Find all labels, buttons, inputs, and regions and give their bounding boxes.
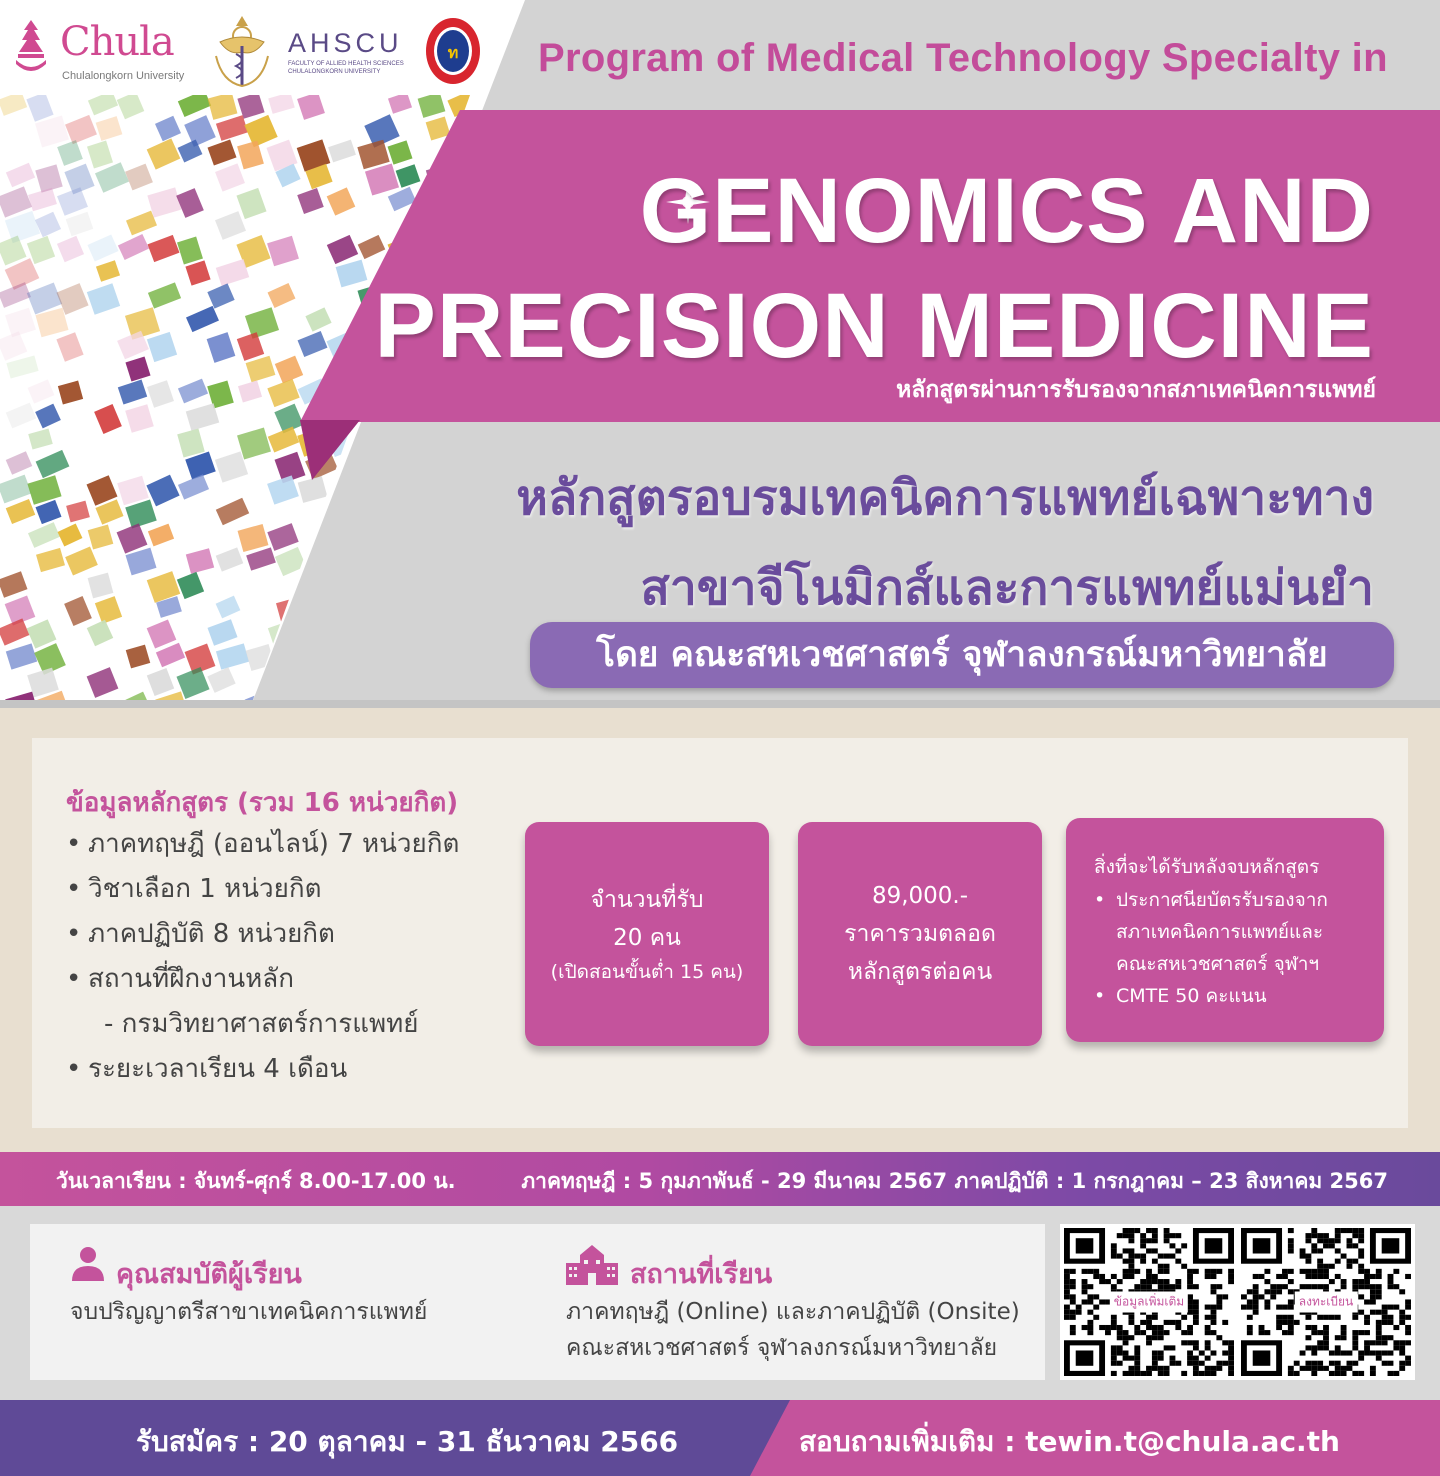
svg-text:ท: ท [447, 45, 459, 62]
accreditation-subtitle: หลักสูตรผ่านการรับรองจากสภาเทคนิคการแพทย์ [896, 377, 1376, 403]
pattern-tile [66, 212, 94, 237]
pattern-tile [56, 332, 83, 362]
list-item: • ภาคทฤษฎี (ออนไลน์) 7 หน่วยกิต [66, 829, 460, 859]
registration-period: รับสมัคร : 20 ตุลาคม - 31 ธันวาคม 2566 [136, 1425, 679, 1458]
pattern-tile [148, 235, 180, 262]
pattern-tile [88, 525, 114, 550]
pattern-tile [0, 571, 28, 597]
pattern-tile [365, 163, 399, 195]
pattern-tile [456, 499, 488, 524]
pattern-tile [35, 404, 61, 429]
pattern-tile [148, 282, 181, 308]
pattern-tile [207, 332, 236, 363]
course-info-heading: ข้อมูลหลักสูตร (รวม 16 หน่วยกิต) [66, 788, 459, 818]
pattern-tile [216, 498, 249, 525]
pattern-tile [238, 380, 262, 402]
pattern-tile [216, 115, 248, 141]
pattern-tile [178, 474, 209, 499]
pattern-tile [237, 332, 264, 361]
pattern-tile [396, 452, 421, 475]
chula-wordmark: Chula [60, 19, 174, 65]
pattern-tile [87, 141, 113, 169]
pattern-tile [276, 595, 309, 621]
pattern-tile [6, 403, 37, 429]
contact-email[interactable]: สอบถามเพิ่มเติม : tewin.t@chula.ac.th [798, 1425, 1340, 1458]
pattern-tile [336, 260, 368, 288]
pattern-tile [328, 140, 356, 163]
pattern-tile [267, 475, 299, 504]
capacity-value: 20 คน [613, 925, 681, 951]
pattern-tile [395, 597, 420, 624]
school-building-icon [564, 1243, 620, 1285]
pattern-tile [447, 474, 480, 503]
pattern-tile [268, 427, 299, 453]
pattern-tile [0, 618, 29, 645]
hero-bottom-strip [0, 700, 1440, 708]
list-item: • ระยะเวลาเรียน 4 เดือน [66, 1054, 348, 1084]
pattern-tile [66, 501, 90, 523]
pattern-tile [146, 475, 179, 507]
pattern-tile [95, 162, 129, 192]
list-item: • ประกาศนียบัตรรับรองจาก [1094, 889, 1328, 911]
benefits-box [1066, 818, 1384, 1042]
pattern-tile [125, 500, 156, 529]
pattern-tile [455, 452, 481, 478]
pattern-tile [237, 141, 264, 170]
pattern-tile [365, 547, 394, 574]
pattern-tile [216, 643, 249, 669]
pattern-tile [418, 428, 445, 453]
pattern-tile [455, 546, 487, 574]
pattern-tile [87, 667, 119, 698]
pattern-tile [65, 115, 97, 144]
register-qr-code[interactable] [1237, 1224, 1415, 1380]
venue-heading: สถานที่เรียน [630, 1259, 773, 1290]
pattern-tile [207, 283, 234, 308]
pattern-tile [426, 596, 454, 619]
pattern-tile [336, 644, 362, 667]
qr-info-label: ข้อมูลเพิ่มเติม [1110, 1292, 1188, 1313]
price-box [798, 822, 1042, 1046]
pattern-tile [216, 259, 249, 286]
pattern-tile [36, 548, 65, 572]
pattern-tile [216, 596, 241, 619]
pattern-tile [118, 234, 149, 260]
pattern-tile [335, 548, 369, 578]
pattern-tile [246, 356, 276, 383]
organizer-pill: โดย คณะสหเวชศาสตร์ จุฬาลงกรณ์มหาวิทยาลัย [530, 622, 1394, 688]
pattern-tile [147, 138, 181, 169]
course-info-list [66, 822, 459, 1092]
pattern-tile [267, 668, 296, 698]
pattern-tile [27, 475, 61, 505]
list-item: • ภาคปฏิบัติ 8 หน่วยกิต [66, 919, 335, 949]
qr-register-label: ลงทะเบียน [1295, 1292, 1358, 1313]
ahscu-subtitle: FACULTY OF ALLIED HEALTH SCIENCES CHULALONGKORN UNIVERSITY [288, 61, 404, 75]
pattern-tile [268, 92, 295, 114]
qualification-text: จบปริญญาตรีสาขาเทคนิคการแพทย์ [70, 1299, 428, 1325]
pattern-tile [238, 524, 269, 552]
pattern-tile [87, 620, 114, 647]
pattern-tile [357, 428, 385, 458]
capacity-box [525, 822, 769, 1046]
pattern-tile [28, 522, 60, 548]
info-qr-code[interactable] [1060, 1224, 1238, 1380]
logo-row [0, 0, 520, 95]
benefits-list [1094, 884, 1328, 1012]
pattern-tile [216, 547, 244, 571]
pattern-tile [237, 428, 271, 460]
pattern-tile [155, 116, 181, 142]
pattern-tile [327, 187, 356, 215]
pattern-tile [336, 595, 368, 621]
pattern-tile [6, 451, 33, 474]
person-icon [70, 1245, 106, 1281]
price-value: 89,000.- [871, 883, 969, 909]
pattern-tile [448, 667, 478, 692]
pattern-tile [125, 356, 150, 381]
chula-subtitle: Chulalongkorn University [62, 70, 185, 82]
pattern-tile [267, 379, 299, 407]
pattern-tile [358, 235, 386, 259]
pattern-tile [455, 644, 484, 674]
pattern-tile [118, 380, 147, 405]
pattern-tile [267, 523, 298, 551]
pattern-tile [126, 211, 157, 236]
pattern-tile [6, 163, 35, 188]
pattern-tile [396, 547, 425, 572]
pattern-tile [126, 548, 157, 576]
chula-crest-icon [10, 18, 52, 78]
schedule-time: วันเวลาเรียน : จันทร์-ศุกร์ 8.00-17.00 น. [56, 1169, 456, 1193]
pattern-tile [298, 331, 328, 357]
pattern-tile [297, 188, 324, 214]
pattern-tile [176, 188, 204, 218]
pattern-tile [356, 571, 391, 605]
pattern-tile [306, 643, 337, 667]
program-title: Program of Medical Technology Specialty in [538, 36, 1388, 80]
pattern-tile [117, 92, 145, 120]
pattern-tile [358, 475, 385, 499]
pattern-tile [356, 522, 391, 555]
ahscu-crest-icon [212, 12, 272, 90]
pattern-tile [417, 668, 443, 695]
pattern-tile [147, 332, 177, 362]
qualification-heading: คุณสมบัติผู้เรียน [116, 1259, 302, 1290]
pattern-tile [57, 236, 84, 263]
pattern-tile [95, 596, 122, 624]
pattern-tile [177, 572, 204, 599]
pattern-tile [448, 572, 478, 596]
pattern-tile [87, 283, 120, 314]
pattern-tile [147, 187, 181, 217]
list-item: คณะสหเวชศาสตร์ จุฬาฯ [1116, 953, 1320, 975]
thai-title-line-2: สาขาจีโนมิกส์และการแพทย์แม่นยำ [640, 562, 1374, 615]
pattern-tile [387, 667, 420, 699]
pattern-tile [395, 499, 430, 532]
pattern-tile [268, 283, 296, 308]
pattern-tile [186, 306, 219, 332]
pattern-tile [87, 234, 118, 261]
pattern-tile [65, 547, 98, 576]
pattern-tile [36, 450, 70, 478]
pattern-tile [426, 547, 456, 573]
pattern-tile [358, 620, 384, 641]
pattern-tile [186, 403, 219, 430]
pattern-tile [207, 667, 235, 693]
pattern-tile [215, 163, 245, 191]
price-line-1: ราคารวมตลอด [844, 921, 996, 947]
list-item: • สถานที่ฝึกงานหลัก [66, 964, 294, 994]
ahscu-wordmark: AHSCU [288, 28, 403, 58]
pattern-tile [156, 643, 185, 667]
pattern-tile [267, 236, 299, 267]
benefits-heading: สิ่งที่จะได้รับหลังจบหลักสูตร [1094, 856, 1320, 878]
pattern-tile [328, 619, 358, 644]
schedule-dates: ภาคทฤษฎี : 5 กุมภาพันธ์ - 29 มีนาคม 2567 ภาคปฏิบัติ : 1 กรกฎาคม – 23 สิงหาคม 2567 [521, 1169, 1388, 1193]
pattern-tile [327, 235, 358, 264]
pattern-tile [215, 211, 246, 240]
pattern-tile [125, 404, 154, 433]
pattern-tile [57, 187, 88, 216]
pattern-tile [57, 140, 83, 166]
pattern-tile [388, 92, 412, 114]
pattern-tile [28, 379, 55, 403]
pattern-tile [306, 596, 337, 621]
pattern-tile [447, 427, 480, 457]
thai-title-line-1: หลักสูตรอบรมเทคนิคการแพทย์เฉพาะทาง [516, 472, 1374, 525]
pattern-tile [178, 379, 208, 404]
list-item: • วิชาเลือก 1 หน่วยกิต [66, 874, 322, 904]
pattern-tile [185, 260, 210, 285]
venue-line-2: คณะสหเวชศาสตร์ จุฬาลงกรณ์มหาวิทยาลัย [566, 1335, 998, 1361]
pattern-tile [58, 524, 83, 547]
main-title-line-1: GENOMICS AND [639, 160, 1374, 262]
pattern-tile [246, 644, 275, 671]
pattern-tile [0, 282, 31, 308]
pattern-tile [297, 92, 325, 120]
pattern-tile [5, 308, 36, 338]
pattern-tile [455, 595, 486, 623]
pattern-tile [386, 523, 417, 555]
pattern-tile [305, 307, 331, 331]
main-title-line-2: PRECISION MEDICINE [374, 275, 1374, 377]
pattern-tile [125, 164, 153, 191]
pattern-tile [96, 260, 120, 282]
pattern-tile [6, 499, 36, 524]
list-item: - กรมวิทยาศาสตร์การแพทย์ [104, 1009, 419, 1039]
pattern-tile [417, 524, 447, 553]
pattern-tile [268, 619, 301, 645]
pattern-tile [0, 331, 27, 361]
list-item: • CMTE 50 คะแนน [1094, 985, 1267, 1007]
pattern-tile [298, 476, 328, 503]
pattern-tile [426, 452, 455, 475]
pattern-tile [396, 164, 421, 188]
pattern-tile [388, 140, 413, 164]
pattern-tile [28, 428, 53, 449]
capacity-label: จำนวนที่รับ [590, 887, 704, 913]
pattern-tile [35, 500, 61, 524]
pattern-tile [276, 644, 302, 667]
pattern-tile [88, 573, 114, 599]
pattern-tile [94, 404, 122, 434]
pattern-tile [246, 547, 276, 570]
pattern-tile [208, 92, 238, 120]
pattern-tile [28, 188, 57, 211]
pattern-tile [6, 643, 37, 669]
pattern-tile [58, 381, 83, 405]
pattern-tile [148, 524, 174, 547]
pattern-tile [388, 571, 417, 596]
pattern-tile [64, 596, 92, 626]
pattern-tile [207, 619, 237, 645]
pattern-tile [35, 116, 69, 148]
medical-technology-council-seal-icon [424, 16, 482, 86]
list-item: สภาเทคนิคการแพทย์และ [1116, 921, 1324, 943]
venue-line-1: ภาคทฤษฎี (Online) และภาคปฏิบัติ (Onsite) [566, 1299, 1020, 1325]
pattern-tile [26, 92, 53, 122]
pattern-tile [186, 548, 214, 574]
pattern-tile [236, 188, 266, 219]
price-line-2: หลักสูตรต่อคน [847, 959, 993, 985]
pattern-tile [147, 619, 177, 648]
pattern-tile [207, 140, 236, 166]
capacity-note: (เปิดสอนขั้นต่ำ 15 คน) [550, 961, 744, 983]
pattern-tile [417, 572, 445, 601]
pattern-tile [147, 380, 174, 408]
pattern-tile [418, 92, 446, 118]
pattern-tile [387, 427, 418, 454]
pattern-tile [6, 355, 38, 378]
pattern-tile [177, 237, 203, 265]
pattern-tile [126, 645, 151, 669]
pattern-tile [96, 116, 123, 141]
pattern-tile [147, 668, 174, 696]
